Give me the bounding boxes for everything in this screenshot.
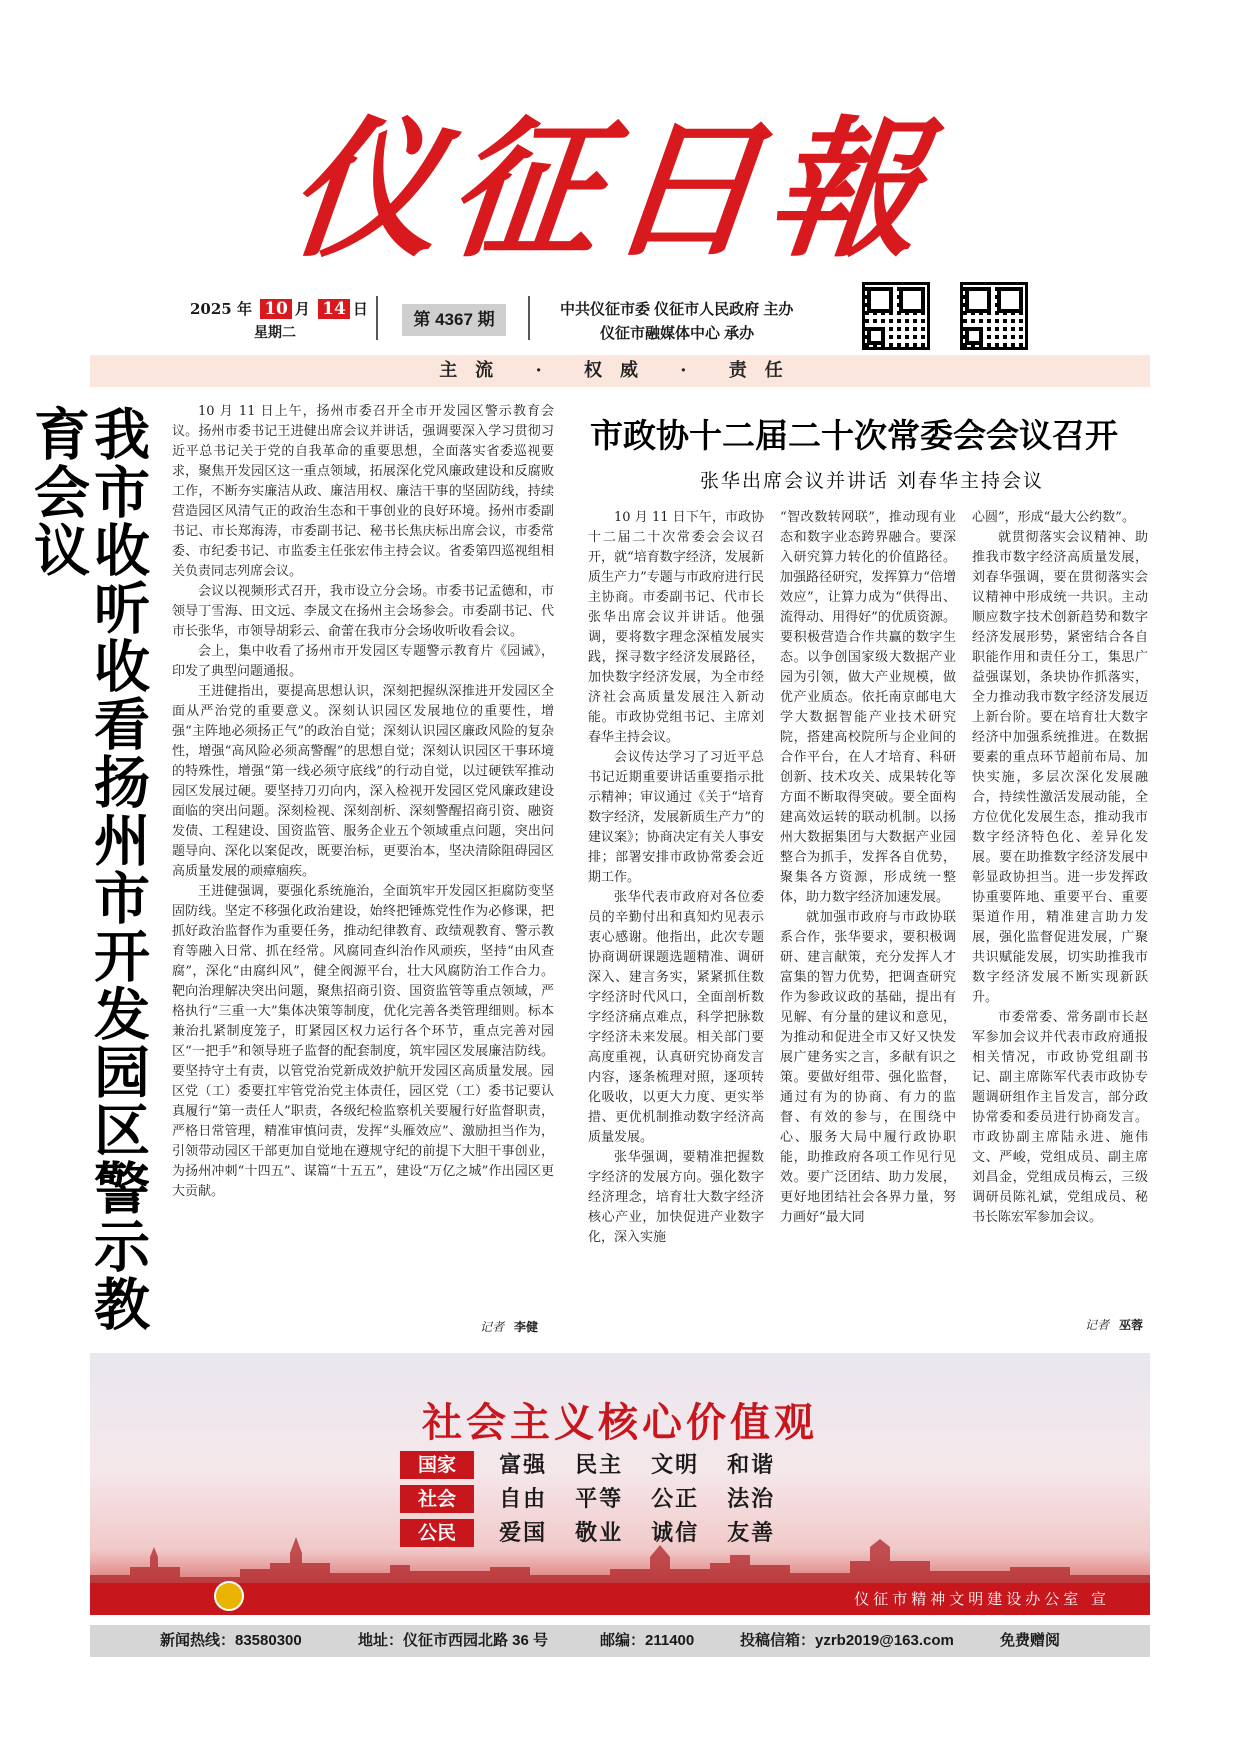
footer-bar	[90, 1625, 1150, 1657]
value-item: 法治	[727, 1486, 776, 1512]
paragraph: 会议以视频形式召开，我市设立分会场。市委书记孟德和，市领导丁雪海、田文远、李晟文在扬州主会场参会。市委副书记、代市长张华，市领导胡彩云、俞蕾在我市分会场收听收看会议。	[172, 584, 554, 639]
paragraph: 就贯彻落实会议精神、助推我市数字经济高质量发展，刘春华强调，要在贯彻落实会议精神中形成统一共识。主动顺应数字技术创新趋势和数字经济发展形势，紧密结合各自职能作用和责任分工，集思广益强谋划，条块协作抓落实，全力推动我市数字经济发展迈上新台阶。要在培育壮大数字经济中加强系统推进。在数据要素的重点环节超前布局、加快实施，多层次深化发展融合，持续性激活发展动能，全方位优化发展生态，推动我市数字经济特色化、差异化发展。要在助推数字经济发展中彰显政协担当。进一步发挥政协重要阵地、重要平台、重要渠道作用，精准建言助力发展，强化监督促进发展，广聚共识赋能发展，切实助推我市数字经济发展不断实现新跃升。	[972, 530, 1148, 1005]
paragraph: 10 月 11 日上午，扬州市委召开全市开发园区警示教育会议。扬州市委书记王进健出席会议并讲话，强调要深入学习贯彻习近平总书记关于党的自我革命的重要思想，全面落实省委巡视要求，聚焦开发园区这一重点领域，拓展深化党风廉政建设和反腐败工作，不断夯实廉洁从政、廉洁用权、廉洁干事的坚固防线，持续营造园区风清气正的政治生态和干事创业的良好环境。扬州市委副书记、市长郑海涛，市委副书记、秘书长焦庆标出席会议，市委常委、市纪委书记、市监委主任张宏伟主持会议。省委第四巡视组相关负责同志列席会议。	[172, 404, 554, 579]
article1-headline: 我市收听收看扬州市开发园区警示教育会议	[25, 405, 151, 1333]
article2-subtitle: 张华出席会议并讲话 刘春华主持会议	[700, 470, 1045, 492]
masthead	[0, 0, 1240, 278]
article2-column-2	[780, 508, 956, 1318]
issue-number: 第 4367 期	[402, 304, 506, 336]
value-item: 平等	[575, 1486, 624, 1512]
value-item: 诚信	[651, 1520, 700, 1546]
byline-prefix: 记者	[1085, 1318, 1110, 1332]
value-item: 民主	[575, 1452, 624, 1478]
value-item: 敬业	[575, 1520, 624, 1546]
value-item: 友善	[727, 1520, 776, 1546]
address: 地址：仪征市西园北路 36 号	[358, 1632, 549, 1649]
month-suffix: 月	[294, 300, 310, 318]
value-tag: 社会	[400, 1485, 474, 1513]
article2-column-1	[588, 508, 764, 1318]
article2-byline	[1085, 1316, 1143, 1333]
submission-email: 投稿信箱：yzrb2019@163.com	[740, 1632, 954, 1649]
value-item: 公正	[651, 1486, 700, 1512]
paragraph: 王进健强调，要强化系统施治，全面筑牢开发园区拒腐防变坚固防线。坚定不移强化政治建设，始终把锤炼党性作为必修课，把抓好政治监督作为重要任务，推动纪律教育、政绩观教育、警示教育等融入日常、抓在经常。风腐同查纠治作风顽疾，坚持“由风查腐”，深化“由腐纠风”，健全阀源平台，壮大风腐防治工作合力。靶向治理解决突出问题，聚焦招商引资、国资监管等重点领域，严格执行“三重一大”集体决策等制度，优化完善各类管理细则。标本兼治扎紧制度笼子，盯紧园区权力运行各个环节，重点完善对园区“一把手”和领导班子监督的配套制度，筑牢园区发展廉洁防线。要坚持守土有责，以管党治党新成效护航开发园区高质量发展。园区党（工）委要扛牢管党治党主体责任，园区党（工）委书记要认真履行“第一责任人”职责，各级纪检监察机关要履行好监督职责，严格日常管理，精准审慎问责，发挥“头雁效应”、激励担当作为，引领带动园区干部更加自觉地在遵规守纪的前提下大胆干事创业，为扬州冲刺“十四五”、谋篇“十五五”，建设“万亿之城”作出园区更大贡献。	[172, 884, 554, 1199]
free-distribution: 免费赠阅	[1000, 1632, 1061, 1649]
value-tag: 公民	[400, 1519, 474, 1547]
byline-name: 巫蓉	[1119, 1318, 1144, 1332]
city-skyline-icon	[90, 1527, 1150, 1587]
qr-code-icon	[862, 282, 930, 350]
value-item: 富强	[499, 1452, 548, 1478]
date-year: 2025 年	[190, 300, 252, 318]
value-item: 文明	[651, 1452, 700, 1478]
value-item: 和谐	[727, 1452, 776, 1478]
newspaper-logo: 仪征日報	[280, 102, 940, 278]
divider	[376, 296, 378, 340]
paragraph: 就加强市政府与市政协联系合作，张华要求，要积极调研、建言献策，充分发挥人才富集的智力优势，把调查研究作为参政议政的基础，提出有见解、有分量的建议和意见，为推动和促进全市又好又快发展广建务实之言，多献有识之策。要做好组带、强化监督，通过有为的协商、有力的监督、有效的参与，在围绕中心、服务大局中履行政协职能，助推政府各项工作见行见效。要广泛团结、助力发展，更好地团结社会各界力量，努力画好“最大同	[780, 910, 956, 1225]
date-day: 14	[318, 299, 350, 319]
value-row	[400, 1451, 803, 1479]
paragraph: 张华代表市政府对各位委员的辛勤付出和真知灼见表示衷心感谢。他指出，此次专题协商调研课题选题精准、调研深入、建言务实，紧紧抓住数字经济时代风口，全面剖析数字经济痛点难点，科学把脉数字经济未来发展。相关部门要高度重视，认真研究协商发言内容，逐条梳理对照，逐项转化吸收，以更大力度、更实举措、更优机制推动数字经济高质量发展。	[588, 890, 764, 1145]
divider	[528, 296, 530, 340]
byline-prefix: 记者	[480, 1320, 505, 1334]
value-items	[499, 1451, 803, 1479]
article2-title: 市政协十二届二十次常委会会议召开	[590, 416, 1118, 455]
organizer-line: 仪征市融媒体中心 承办	[600, 325, 755, 342]
party-emblem-icon	[214, 1581, 244, 1611]
weekday: 星期二	[254, 325, 296, 341]
paragraph: 市委常委、常务副市长赵军参加会议并代表市政府通报相关情况，市政协党组副书记、副主席陈军代表市政协专题调研组作主旨发言，部分政协常委和委员进行协商发言。市政协副主席陆永进、施伟文、严峻，党组成员、副主席刘昌金，党组成员梅云，三级调研员陈礼斌，党组成员、秘书长陈宏军参加会议。	[972, 1010, 1148, 1225]
paragraph: 心圆”，形成“最大公约数”。	[972, 510, 1135, 525]
paragraph: 王进健指出，要提高思想认识，深刻把握纵深推进开发园区全面从严治党的重要意义。深刻认识园区发展地位的重要性，增强“主阵地必须扬正气”的政治自觉；深刻认识园区廉政风险的复杂性，增强“高风险必须高警醒”的思想自觉；深刻认识园区干事环境的特殊性，增强“第一线必须守底线”的行动自觉，以过硬铁军推动园区发展过硬。要坚持刀刃向内，深入检视开发园区党风廉政建设面临的突出问题。深刻检视、深刻剖析、深刻警醒招商引资、融资发债、工程建设、国资监管、服务企业五个领域重点问题，突出问题导向、深化以案促改，既要治标，更要治本，坚决清除阻碍园区高质量发展的顽瘴痼疾。	[172, 684, 554, 879]
date-month: 10	[260, 299, 292, 319]
value-item: 爱国	[499, 1520, 548, 1546]
value-tag: 国家	[400, 1451, 474, 1479]
article1-body	[172, 402, 554, 1312]
paragraph: 会上，集中收看了扬州市开发园区专题警示教育片《园诫》，印发了典型问题通报。	[172, 644, 554, 679]
article2-column-3	[972, 508, 1148, 1318]
banner-credit: 仪征市精神文明建设办公室 宣	[854, 1590, 1110, 1608]
paragraph: 张华强调，要精准把握数字经济的发展方向。强化数字经济理念，培育壮大数字经济核心产业，加快促进产业数字化，深入实施	[588, 1150, 764, 1245]
value-items	[499, 1485, 803, 1513]
paragraph: “智改数转网联”，推动现有业态和数字业态跨界融合。要深入研究算力转化的价值路径。加强路径研究，发挥算力“倍增效应”，让算力成为“供得出、流得动、用得好”的优质资源。要积极营造合作共赢的数字生态。以争创国家级大数据产业园为引领，做大产业规模，做优产业质态。依托南京邮电大学大数据智能产业技术研究院，搭建高校院所与企业间的合作平台，在人才培育、科研创新、技术攻关、成果转化等方面不断取得突破。要全面构建高效运转的联动机制。以扬州大数据集团与大数据产业园整合为抓手，发挥各自优势，聚集各方资源，形成统一整体，助力数字经济加速发展。	[780, 510, 956, 905]
value-row	[400, 1485, 803, 1513]
paragraph: 10 月 11 日下午，市政协十二届二十次常委会会议召开，就“培育数字经济，发展新质生产力”专题与市政府进行民主协商。市委副书记、代市长张华出席会议并讲话。他强调，要将数字理念深植发展实践，探寻数字经济发展路径，加快数字经济发展，为全市经济社会高质量发展注入新动能。市政协党组书记、主席刘春华主持会议。	[588, 510, 764, 745]
paragraph: 会议传达学习了习近平总书记近期重要讲话重要指示批示精神；审议通过《关于“培育数字经济，发展新质生产力”的建议案》；协商决定有关人事安排；部署安排市政协常委会近期工作。	[588, 750, 764, 885]
postcode: 邮编：211400	[600, 1632, 695, 1649]
qr-code-icon	[960, 282, 1028, 350]
issue-date	[190, 298, 368, 319]
news-hotline: 新闻热线：83580300	[160, 1632, 302, 1649]
value-item: 自由	[499, 1486, 548, 1512]
sponsor-line: 中共仪征市委 仪征市人民政府 主办	[560, 301, 794, 318]
banner-title: 社会主义核心价值观	[422, 1399, 818, 1446]
slogan-bar: 主流 · 权威 · 责任	[90, 355, 1150, 387]
core-values-banner	[90, 1353, 1150, 1615]
byline-name: 李健	[514, 1320, 539, 1334]
day-suffix: 日	[352, 300, 368, 318]
article1-byline	[480, 1318, 538, 1335]
